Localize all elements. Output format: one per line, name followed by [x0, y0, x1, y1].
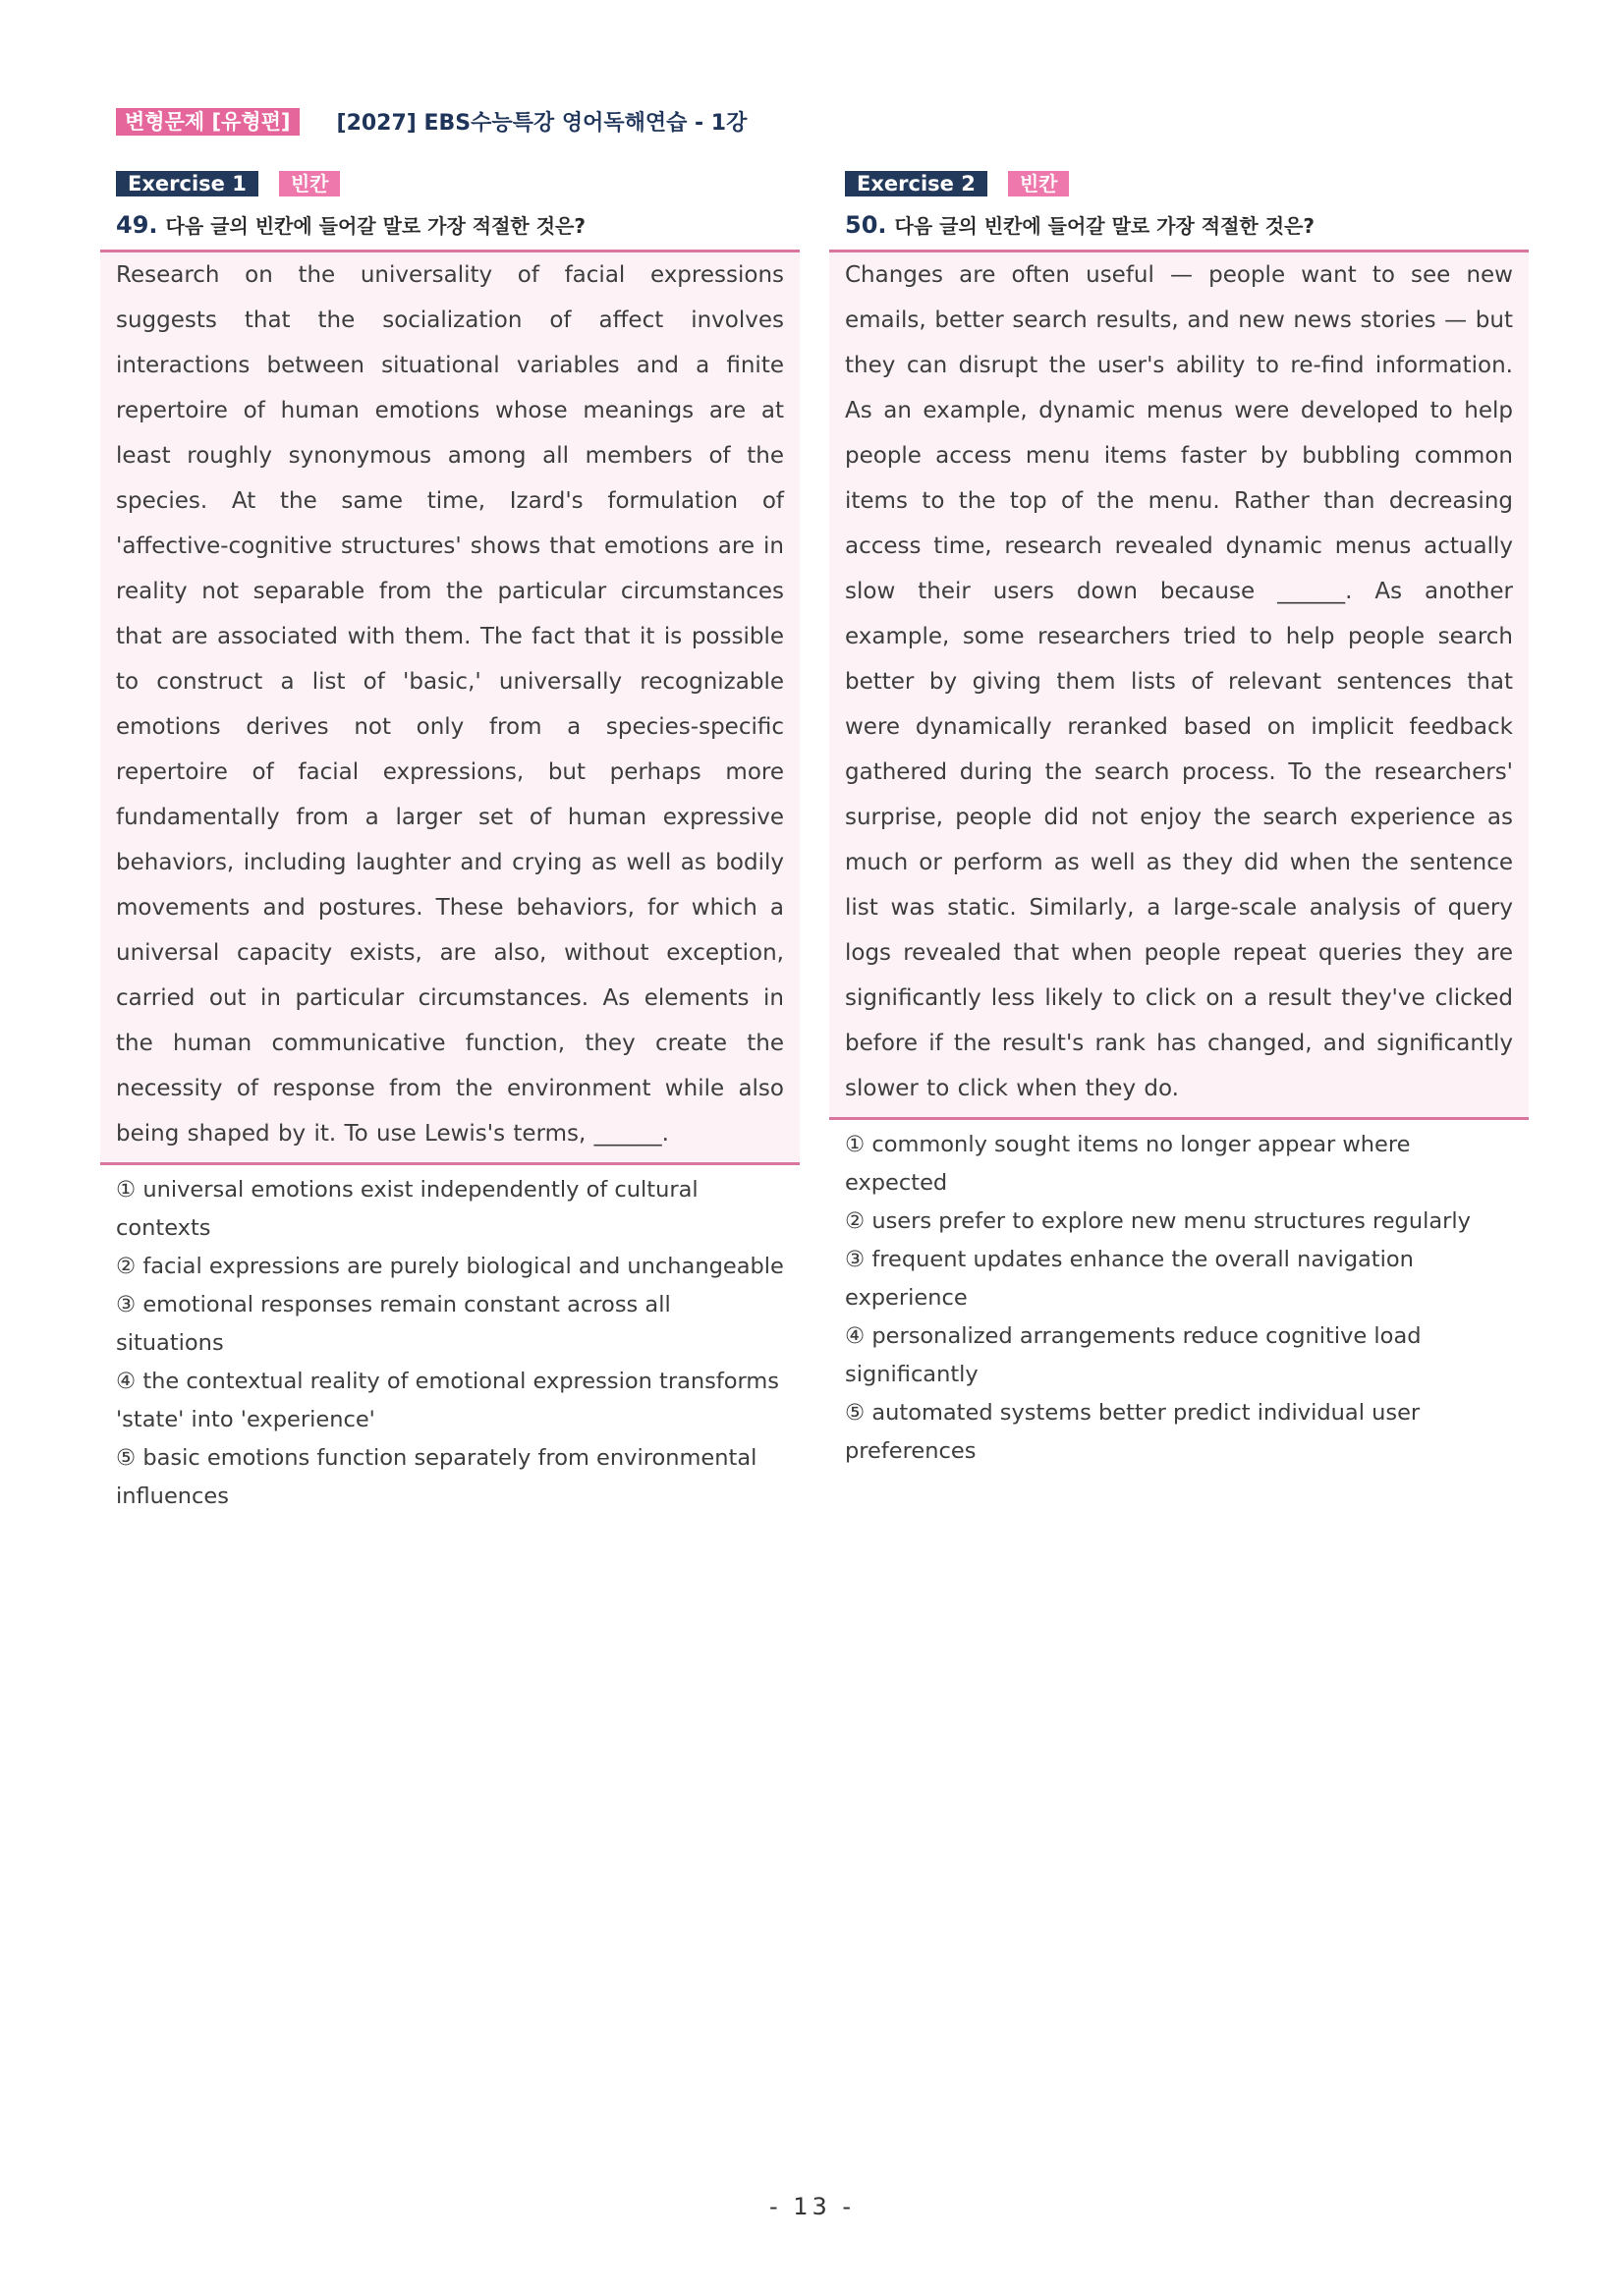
passage-text: Research on the universality of facial expressions suggests that the socialization of affect involves interactions between situational variables and a finite repertoire of human emotions whose meanings are at least roughly synonymous among all members of the species. At the same time, Izard's formulation of 'affective-cognitive structures' shows that emotions are in reality not separable from the particular circumstances that are associated with them. The fact that it is possible to construct a list of 'basic,' universally recognizable emotions derives not only from a species-specific repertoire of facial expressions, but perhaps more fundamentally from a larger set of human expressive behaviors, including laughter and crying as well as bodily movements and postures. These behaviors, for which a universal capacity exists, are also, without exception, carried out in particular circumstances. As elements in the human communicative function, they create the necessity of response from the environment while also being shaped by it. To use Lewis's terms, ______. — [116, 262, 784, 1147]
passage-box — [829, 250, 1529, 1120]
exercise-type-badge: 빈칸 — [1008, 171, 1070, 196]
exercise-label: Exercise 2 — [845, 171, 987, 196]
answer-option-3[interactable]: ③ emotional responses remain constant across all situations — [116, 1292, 671, 1356]
passage-box — [100, 250, 800, 1165]
page-number: - 13 - — [768, 2193, 856, 2220]
answer-option-5[interactable]: ⑤ automated systems better predict individual user preferences — [845, 1400, 1421, 1464]
passage-text: Changes are often useful — people want to see new emails, better search results, and new news stories — but they can disrupt the user's ability to re-find information. As an example, dynamic menus were developed to help people access menu items faster by bubbling common items to the top of the menu. Rather than decreasing access time, research revealed dynamic menus actually slow their users down because ______. As another example, some researchers tried to help people search better by giving them lists of relevant sentences that were dynamically reranked based on implicit feedback gathered during the search process. To the researchers' surprise, people did not enjoy the search experience as much or perform as well as they did when the sentence list was static. Similarly, a large-scale analysis of query logs revealed that when people repeat queries they are significantly less likely to click on a result they've clicked before if the result's rank has changed, and significantly slower to click when they do. — [845, 262, 1513, 1101]
question-text: 다음 글의 빈칸에 들어갈 말로 가장 적절한 것은? — [165, 214, 586, 238]
exercise-1 — [100, 171, 800, 1516]
question-number: 50. — [845, 211, 887, 239]
answer-option-2[interactable]: ② users prefer to explore new menu structures regularly — [845, 1208, 1471, 1234]
category-badge: 변형문제 [유형편] — [116, 108, 300, 136]
answer-option-1[interactable]: ① commonly sought items no longer appear where expected — [845, 1132, 1411, 1196]
answer-option-4[interactable]: ④ personalized arrangements reduce cognitive load significantly — [845, 1323, 1422, 1387]
answer-option-2[interactable]: ② facial expressions are purely biological and unchangeable — [116, 1254, 784, 1279]
answer-option-4[interactable]: ④ the contextual reality of emotional expression transforms 'state' into 'experience' — [116, 1369, 780, 1432]
exercise-header — [845, 171, 1529, 196]
question-prompt — [845, 208, 1529, 242]
answer-option-5[interactable]: ⑤ basic emotions function separately from environmental influences — [116, 1445, 757, 1509]
question-prompt — [116, 208, 800, 242]
document-title: [2027] EBS수능특강 영어독해연습 - 1강 — [336, 111, 748, 136]
exercise-label: Exercise 1 — [116, 171, 258, 196]
question-text: 다음 글의 빈칸에 들어갈 말로 가장 적절한 것은? — [894, 214, 1315, 238]
answer-option-1[interactable]: ① universal emotions exist independently of cultural contexts — [116, 1177, 699, 1241]
exercise-header — [116, 171, 800, 196]
question-number: 49. — [116, 211, 158, 239]
exercise-type-badge: 빈칸 — [279, 171, 341, 196]
answer-options — [829, 1120, 1529, 1471]
exercise-2 — [829, 171, 1529, 1471]
answer-option-3[interactable]: ③ frequent updates enhance the overall navigation experience — [845, 1247, 1414, 1311]
answer-options — [100, 1165, 800, 1516]
page-header — [116, 106, 747, 137]
